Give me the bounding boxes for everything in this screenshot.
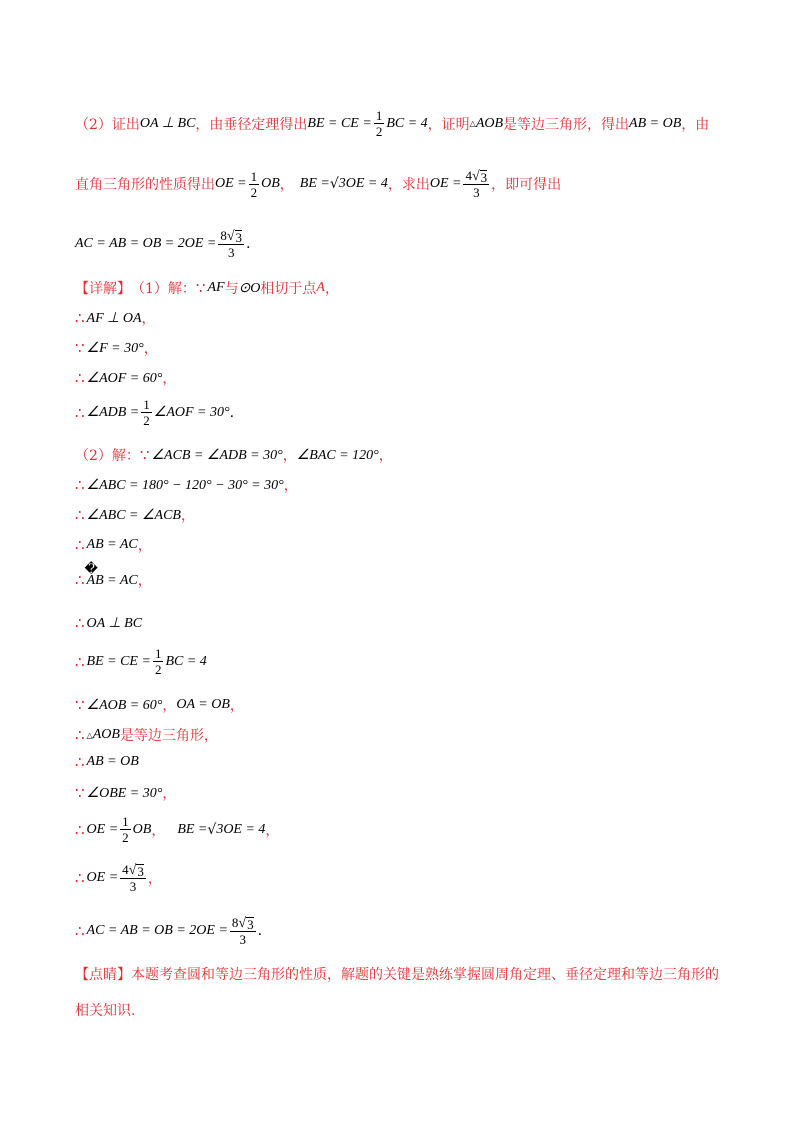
therefore-symbol: ∴ <box>75 536 85 554</box>
step-line <box>75 646 207 677</box>
fraction: 4 √ 3 3 <box>122 862 144 894</box>
step-line: ∴ � AB = AC ， <box>75 561 152 589</box>
detail-header <box>75 278 339 298</box>
garbled-expr: � AB = AC <box>84 561 138 588</box>
triangle-symbol: △ <box>469 119 476 128</box>
therefore-symbol: ∴ <box>75 614 85 632</box>
comment-text: 相关知识. <box>75 1003 136 1019</box>
step-line: ∴ AB = AC ， <box>75 536 152 554</box>
fraction: $\frac{1}{2}$ <box>122 814 129 845</box>
detail-text: 相切于点 <box>260 281 317 297</box>
step-line <box>75 614 142 632</box>
therefore-symbol: ∴ <box>75 869 85 887</box>
math-expr: AF ⊥ OA <box>86 310 142 326</box>
detail-text: （1）解： <box>131 281 196 297</box>
sqrt-symbol: √ <box>207 821 217 838</box>
math-expr: OE = <box>429 176 462 191</box>
therefore-symbol: ∴ <box>75 820 85 839</box>
therefore-symbol: ∴ <box>75 403 85 422</box>
intro-text: 是等边三角形，得出 <box>503 116 630 133</box>
intro-text: （2）证出 <box>75 116 140 133</box>
therefore-symbol: ∴ <box>75 309 85 327</box>
math-expr: ∠AOF = 60° <box>86 370 163 386</box>
math-expr: OE = <box>86 870 119 885</box>
math-expr: ∠AOB = 60° <box>86 697 163 713</box>
math-expr: ∠ABC = ∠ACB <box>86 507 181 523</box>
step-line: ∴ △ AOB 是等边三角形 ， <box>75 726 218 744</box>
comment-text: 本题考查圆和等边三角形的性质，解题的关键是熟练掌握圆周角定理、垂径定理和等边三角形的 <box>131 967 719 983</box>
detail-text: 是等边三角形 <box>119 728 204 744</box>
math-expr: AOB <box>475 115 504 131</box>
therefore-symbol: ∴ <box>75 922 85 940</box>
math-expr: ∠ABC = 180° − 120° − 30° = 30° <box>86 477 284 493</box>
because-symbol: ∵ <box>139 446 150 464</box>
step-line: ∴ ∠ABC = ∠ACB ， <box>75 506 195 524</box>
intro-text: 直角三角形的性质得出 <box>75 177 215 193</box>
math-expr: A <box>316 280 325 295</box>
math-expr: BE = <box>177 821 208 837</box>
math-expr: BC = 4 <box>165 653 207 669</box>
intro-line-1 <box>75 108 709 139</box>
intro-line-3 <box>75 228 251 260</box>
step-line: ∴ AF ⊥ OA ， <box>75 309 156 327</box>
step-line: ∴ ∠ADB = $\frac{1}{2}$ ∠AOF = 30° . <box>75 397 235 428</box>
because-symbol: ∵ <box>75 696 85 714</box>
step-line <box>75 753 139 771</box>
math-expr: OB <box>261 176 280 191</box>
because-symbol: ∵ <box>195 279 206 297</box>
math-expr: BE = CE = <box>86 653 151 669</box>
therefore-symbol: ∴ <box>75 506 85 524</box>
math-expr: OB <box>132 821 152 837</box>
step-line: ∴ OE = $\frac{1}{2}$ OB ， BE = √ 3OE = 4 ， <box>75 814 280 845</box>
fraction: $\frac{1}{2}$ <box>154 646 162 677</box>
therefore-symbol: ∴ <box>75 476 85 494</box>
math-expr: OA = OB <box>176 697 230 712</box>
intro-line-2 <box>75 168 561 200</box>
fraction: 8 √ 3 3 <box>231 915 254 947</box>
step-line: ∵ ∠F = 30° ， <box>75 339 158 357</box>
step-line: ∴ ∠AOF = 60° ， <box>75 369 177 387</box>
fraction: $\frac{1}{2}$ <box>143 397 150 428</box>
step-line: ∵ ∠AOB = 60° ， OA = OB ， <box>75 696 244 714</box>
math-expr: AOB <box>92 727 120 742</box>
therefore-symbol: ∴ <box>75 726 85 744</box>
intro-text: ，证明 <box>427 116 470 133</box>
detail-text: （2）解： <box>75 448 140 464</box>
step-line: ∴ ∠ABC = 180° − 120° − 30° = 30° ， <box>75 476 298 494</box>
intro-text: ，由 <box>681 116 710 133</box>
fraction: $\frac{1}{2}$ <box>375 108 383 139</box>
sqrt-symbol: √ <box>329 176 339 192</box>
triangle-symbol: △ <box>86 730 93 740</box>
detail-label: 【详解】 <box>75 281 131 297</box>
detail-text: 与 <box>224 281 239 297</box>
math-expr: BC = 4 <box>386 115 428 131</box>
math-expr: ∠ACB = ∠ADB = 30° <box>151 447 283 463</box>
math-expr: AC = AB = OB = 2OE = <box>86 923 228 938</box>
math-expr: ⊙O <box>238 280 261 296</box>
fraction: $\frac{1}{2}$ <box>250 168 258 200</box>
math-expr: AB = AC <box>86 537 138 552</box>
intro-text: ， <box>279 177 294 193</box>
step-line: ∴ AC = AB = OB = 2OE = 8 √ 3 3 . <box>75 915 263 947</box>
math-expr: 3OE = 4 <box>338 176 388 191</box>
fraction: 4 √ 3 3 <box>465 168 488 200</box>
intro-text: ，求出 <box>387 177 430 193</box>
math-expr: AC = AB = OB = 2OE = <box>75 236 217 251</box>
comment-line-2 <box>75 1000 135 1020</box>
math-expr: 3OE = 4 <box>216 821 266 837</box>
step-line: ∴ OE = 4 √ 3 3 ， <box>75 862 162 894</box>
math-expr: OA ⊥ BC <box>139 116 196 131</box>
step-line: （2）解： ∵ ∠ACB = ∠ADB = 30° ， ∠BAC = 120° ， <box>75 446 393 464</box>
comment-line-1 <box>75 964 719 984</box>
math-expr: ∠OBE = 30° <box>86 785 163 801</box>
step-line: ∵ ∠OBE = 30° ， <box>75 784 177 802</box>
comment-label: 【点睛】 <box>75 967 131 983</box>
detail-text: ， <box>324 281 339 297</box>
therefore-symbol: ∴ <box>75 753 85 771</box>
math-expr: AB = OB <box>629 115 682 131</box>
math-expr: BE = CE = <box>307 115 372 131</box>
fraction: 8 √ 3 3 <box>220 228 243 260</box>
math-expr: ∠ADB = <box>86 405 140 420</box>
intro-text: ，即可得出 <box>491 177 562 193</box>
math-expr: OE = <box>86 821 119 837</box>
therefore-symbol: ∴ <box>75 369 85 387</box>
math-expr: AB = OB <box>86 754 139 769</box>
because-symbol: ∵ <box>75 339 85 357</box>
therefore-symbol: ∴ <box>75 652 85 671</box>
math-expr: ∠BAC = 120° <box>296 447 379 463</box>
period: . <box>246 236 251 252</box>
math-expr: ∠AOF = 30° <box>153 405 230 420</box>
math-expr: AB = AC <box>86 572 138 588</box>
because-symbol: ∵ <box>75 784 85 802</box>
intro-text: ，由垂径定理得出 <box>195 116 308 133</box>
math-expr: OA ⊥ BC <box>86 615 143 631</box>
math-expr: OE = <box>215 176 247 191</box>
math-expr: BE = <box>299 176 330 191</box>
therefore-symbol: ∴ <box>75 571 85 589</box>
math-expr: AF <box>207 280 225 295</box>
math-expr: ∠F = 30° <box>86 340 144 356</box>
